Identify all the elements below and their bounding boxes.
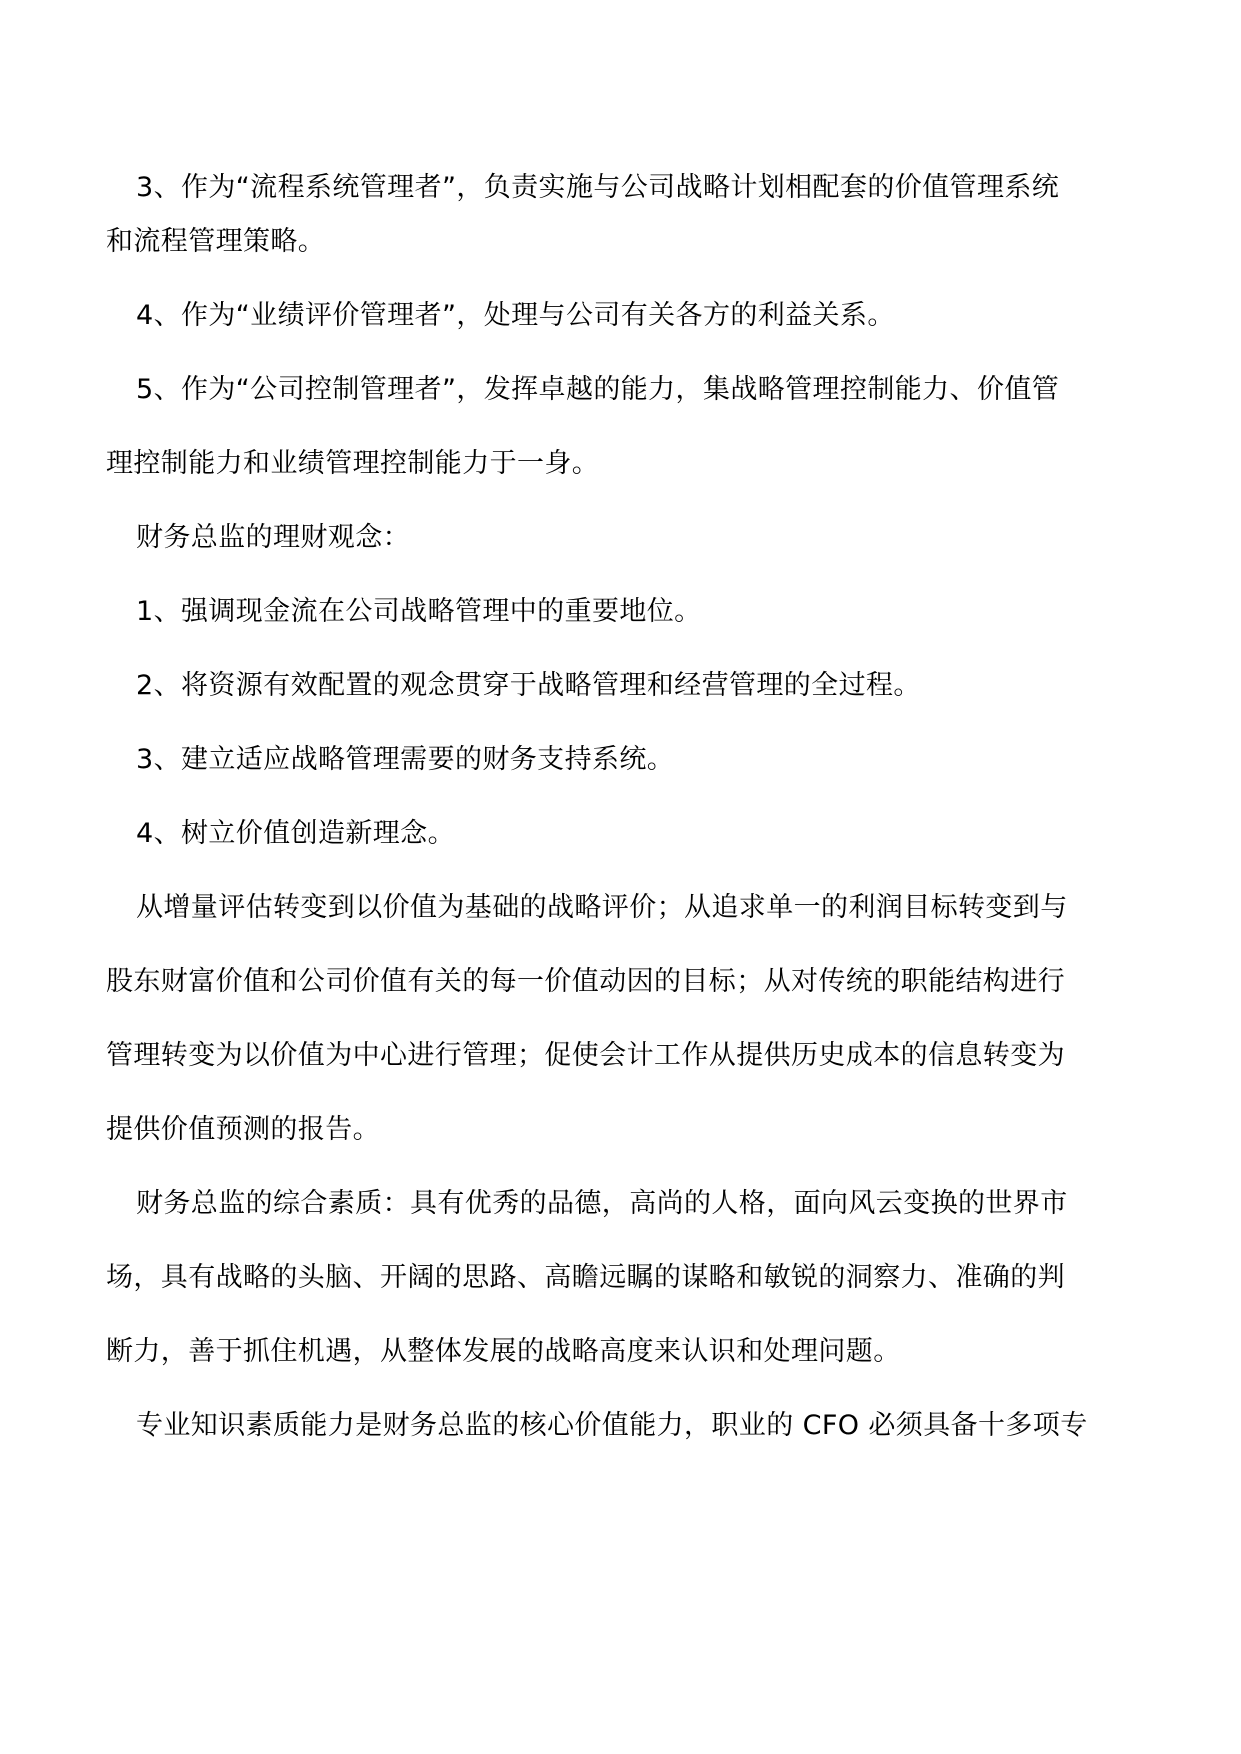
text-line: 财务总监的综合素质：具有优秀的品德，高尚的人格，面向风云变换的世界市 <box>136 1188 1068 1219</box>
section-heading: 财务总监的理财观念： <box>136 522 410 553</box>
text-line: 3、建立适应战略管理需要的财务支持系统。 <box>136 744 675 775</box>
text-line: 2、将资源有效配置的观念贯穿于战略管理和经营管理的全过程。 <box>136 670 921 701</box>
text-line: 股东财富价值和公司价值有关的每一价值动因的目标；从对传统的职能结构进行 <box>106 966 1065 997</box>
text-line: 断力，善于抓住机遇，从整体发展的战略高度来认识和处理问题。 <box>106 1336 901 1367</box>
text-line: 4、作为“业绩评价管理者”，处理与公司有关各方的利益关系。 <box>136 300 895 331</box>
text-line: 专业知识素质能力是财务总监的核心价值能力，职业的 CFO 必须具备十多项专 <box>136 1410 1088 1441</box>
text-line: 场，具有战略的头脑、开阔的思路、高瞻远瞩的谋略和敏锐的洞察力、准确的判 <box>106 1262 1065 1293</box>
text-line: 管理转变为以价值为中心进行管理；促使会计工作从提供历史成本的信息转变为 <box>106 1040 1065 1071</box>
text-line: 提供价值预测的报告。 <box>106 1114 380 1145</box>
text-line: 和流程管理策略。 <box>106 226 326 257</box>
text-line: 1、强调现金流在公司战略管理中的重要地位。 <box>136 596 702 627</box>
text-line: 5、作为“公司控制管理者”，发挥卓越的能力，集战略管理控制能力、价值管 <box>136 374 1060 405</box>
text-line: 从增量评估转变到以价值为基础的战略评价；从追求单一的利润目标转变到与 <box>136 892 1068 923</box>
text-line: 理控制能力和业绩管理控制能力于一身。 <box>106 448 600 479</box>
text-line: 4、树立价值创造新理念。 <box>136 818 455 849</box>
text-line: 3、作为“流程系统管理者”，负责实施与公司战略计划相配套的价值管理系统 <box>136 172 1060 203</box>
